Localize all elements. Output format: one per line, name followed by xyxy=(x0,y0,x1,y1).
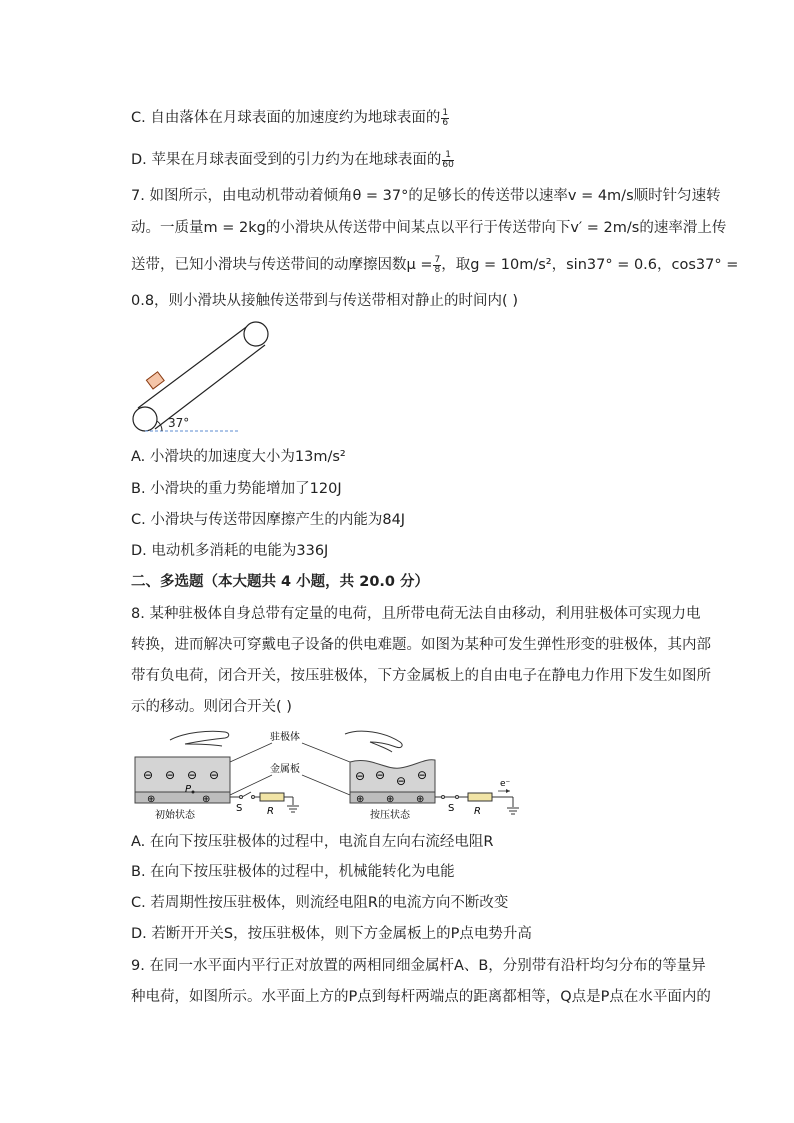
q7-stem-line-3b: ，取g = 10m/s²，sin37° = 0.6，cos37° = xyxy=(441,257,739,273)
q8-stem-line-3: 带有负电荷，闭合开关，按压驻极体，下方金属板上的自由电子在静电力作用下发生如图所 xyxy=(131,668,711,684)
fraction xyxy=(442,151,453,170)
q6-option-d-text: D. 苹果在月球表面受到的引力约为在地球表面的 xyxy=(131,152,442,168)
fraction-numerator: 1 xyxy=(442,107,449,118)
minus-charge: ⊖ xyxy=(375,768,386,782)
fraction-numerator: 1 xyxy=(442,151,453,161)
initial-state-label: 初始状态 xyxy=(155,810,195,821)
lower-pulley xyxy=(133,407,157,431)
q6-option-c xyxy=(131,108,449,128)
q8-stem-line-2: 转换，进而解决可穿戴电子设备的供电难题。如图为某种可发生弹性形变的驻极体，其内部 xyxy=(131,637,711,653)
q8-electret-figure xyxy=(130,722,530,824)
q7-option-b: B. 小滑块的重力势能增加了120J xyxy=(131,481,342,497)
minus-charge: ⊖ xyxy=(209,768,220,782)
q9-stem-line-2: 种电荷，如图所示。水平面上方的P点到每杆两端点的距离都相等，Q点是P点在水平面内的 xyxy=(131,989,711,1005)
fraction-denominator: 6 xyxy=(442,117,449,128)
left-switch-blade xyxy=(242,792,251,797)
left-hand-icon xyxy=(170,731,229,746)
plus-charge: ⊕ xyxy=(416,794,425,805)
point-p-dot xyxy=(192,791,195,794)
resistor-r-label: R xyxy=(267,806,274,817)
q6-option-c-text: C. 自由落体在月球表面的加速度约为地球表面的 xyxy=(131,110,441,126)
q8-option-b: B. 在向下按压驻极体的过程中，机械能转化为电能 xyxy=(131,864,455,880)
switch-s-label: S xyxy=(448,803,455,814)
electron-label: e⁻ xyxy=(500,779,511,789)
resistor-r-label: R xyxy=(474,806,481,817)
q7-stem-line-1: 7. 如图所示，由电动机带动着倾角θ = 37°的足够长的传送带以速率v = 4m/s顺时针匀速转 xyxy=(131,188,721,204)
fraction-numerator: 7 xyxy=(434,254,441,265)
electret-pointer-right xyxy=(302,743,350,762)
electron-arrow-head xyxy=(506,789,510,793)
belt-top-edge xyxy=(138,325,249,408)
left-resistor xyxy=(260,793,284,801)
fraction xyxy=(441,109,449,128)
q7-option-a: A. 小滑块的加速度大小为13m/s² xyxy=(131,449,346,465)
plus-charge: ⊕ xyxy=(202,794,211,805)
slider-block xyxy=(146,372,164,389)
right-resistor xyxy=(468,793,492,801)
minus-charge: ⊖ xyxy=(187,768,198,782)
q8-stem-line-1: 8. 某种驻极体自身总带有定量的电荷，且所带电荷无法自由移动，利用驻极体可实现力电 xyxy=(131,606,701,622)
electret-label: 驻极体 xyxy=(270,732,300,743)
q8-option-c: C. 若周期性按压驻极体，则流经电阻R的电流方向不断改变 xyxy=(131,895,509,911)
section-heading: 二、多选题（本大题共 4 小题，共 20.0 分） xyxy=(131,574,430,590)
plus-charge: ⊕ xyxy=(147,794,156,805)
pressed-state-label: 按压状态 xyxy=(370,810,410,821)
point-p-label: P xyxy=(185,784,192,795)
q7-option-c: C. 小滑块与传送带因摩擦产生的内能为84J xyxy=(131,512,406,528)
minus-charge: ⊖ xyxy=(417,768,428,782)
fraction-denominator: 8 xyxy=(434,264,441,275)
plus-charge: ⊕ xyxy=(386,794,395,805)
q7-stem-line-4: 0.8，则小滑块从接触传送带到与传送带相对静止的时间内( ) xyxy=(131,293,518,309)
plate-pointer-right xyxy=(302,775,350,795)
plus-charge: ⊕ xyxy=(356,794,365,805)
fraction-denominator: 60 xyxy=(442,159,454,170)
q7-option-d: D. 电动机多消耗的电能为336J xyxy=(131,543,329,559)
q8-stem-line-4: 示的移动。则闭合开关( ) xyxy=(131,699,292,715)
q7-conveyor-figure xyxy=(128,320,278,435)
q7-stem-line-3a: 送带，已知小滑块与传送带间的动摩擦因数μ = xyxy=(131,257,433,273)
right-hand-icon xyxy=(345,731,402,752)
angle-label: 37° xyxy=(168,416,190,430)
metal-plate-label: 金属板 xyxy=(270,764,300,775)
q8-option-a: A. 在向下按压驻极体的过程中，电流自左向右流经电阻R xyxy=(131,834,494,850)
q8-option-d: D. 若断开开关S，按压驻极体，则下方金属板上的P点电势升高 xyxy=(131,926,532,942)
upper-pulley xyxy=(244,322,268,346)
minus-charge: ⊖ xyxy=(396,774,407,788)
switch-s-label: S xyxy=(236,803,243,814)
q9-stem-line-1: 9. 在同一水平面内平行正对放置的两相同细金属杆A、B，分别带有沿杆均匀分布的等量异 xyxy=(131,958,706,974)
electret-pointer-left xyxy=(230,743,272,762)
q6-option-d xyxy=(131,150,454,170)
q7-stem-line-2: 动。一质量m = 2kg的小滑块从传送带中间某点以平行于传送带向下v′ = 2m/s的速率滑上传 xyxy=(131,220,727,236)
q7-stem-line-3 xyxy=(131,255,738,275)
minus-charge: ⊖ xyxy=(355,769,366,783)
minus-charge: ⊖ xyxy=(143,768,154,782)
minus-charge: ⊖ xyxy=(165,768,176,782)
